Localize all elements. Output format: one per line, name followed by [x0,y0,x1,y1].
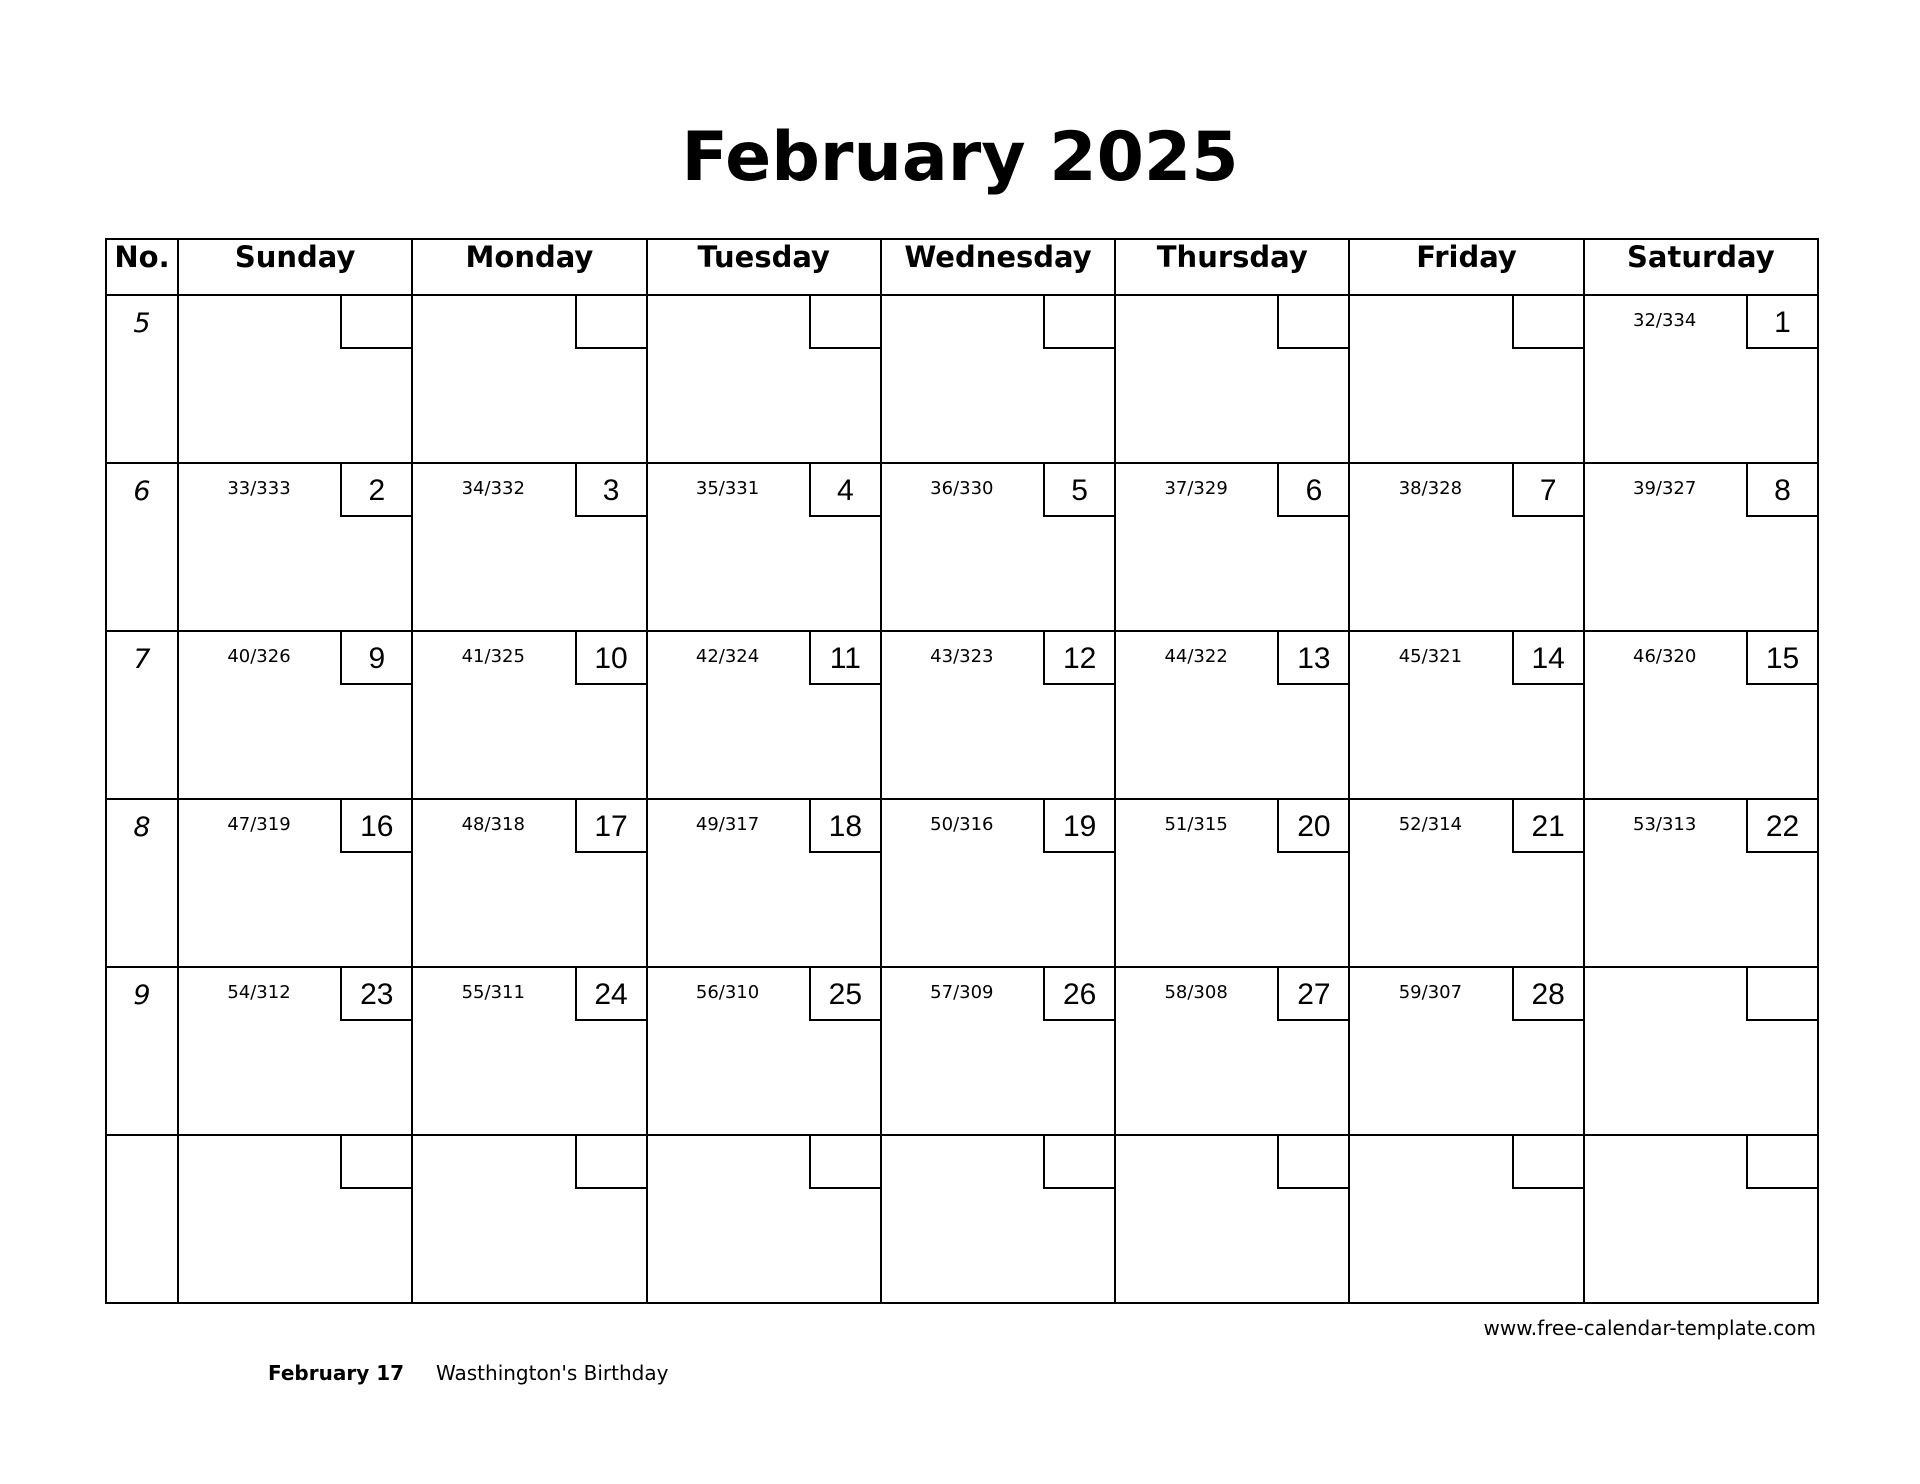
day-cell-friday[interactable] [1349,463,1583,631]
day-cell-wednesday[interactable] [881,799,1115,967]
day-of-year-label: 56/310 [695,982,760,1003]
day-header-tuesday: Tuesday [647,239,881,295]
week-row [106,1135,1818,1303]
day-number [1043,296,1114,349]
day-cell-friday[interactable] [1349,631,1583,799]
day-of-year-label: 55/311 [461,982,525,1003]
day-number: 7 [1512,464,1583,517]
day-of-year-label: 57/309 [930,982,994,1003]
week-number-cell [106,631,178,799]
day-of-year-label: 51/315 [1164,814,1228,835]
day-of-year-label: 35/331 [695,478,760,499]
day-cell-saturday[interactable] [1584,799,1818,967]
day-number [1746,968,1817,1021]
day-cell-wednesday[interactable] [881,463,1115,631]
day-number: 28 [1512,968,1583,1021]
day-cell-sunday[interactable] [178,463,412,631]
day-cell-monday[interactable] [412,1135,646,1303]
holiday-name: Wasthington's Birthday [436,1361,669,1385]
week-row [106,463,1818,631]
day-cell-thursday[interactable] [1115,631,1349,799]
day-header-saturday: Saturday [1584,239,1818,295]
day-number: 27 [1277,968,1348,1021]
day-of-year-label: 58/308 [1164,982,1228,1003]
day-number [1277,1136,1348,1189]
day-number: 20 [1277,800,1348,853]
week-number: 7 [133,644,151,675]
day-number: 21 [1512,800,1583,853]
day-number: 23 [340,968,411,1021]
day-number [340,1136,411,1189]
day-cell-sunday[interactable] [178,799,412,967]
day-number: 24 [575,968,646,1021]
day-cell-saturday[interactable] [1584,463,1818,631]
day-cell-friday[interactable] [1349,1135,1583,1303]
week-number-cell [106,295,178,463]
day-number: 11 [809,632,880,685]
day-header-sunday: Sunday [178,239,412,295]
day-number: 15 [1746,632,1817,685]
day-cell-thursday[interactable] [1115,799,1349,967]
calendar-table [105,238,1819,1304]
week-number-cell [106,799,178,967]
day-cell-monday[interactable] [412,463,646,631]
day-number [809,1136,880,1189]
day-cell-tuesday[interactable] [647,295,881,463]
day-number: 26 [1043,968,1114,1021]
week-number-cell [106,463,178,631]
day-cell-tuesday[interactable] [647,967,881,1135]
day-number [575,296,646,349]
day-number: 1 [1746,296,1817,349]
day-of-year-label: 38/328 [1398,478,1463,499]
week-number-cell [106,967,178,1135]
day-number: 19 [1043,800,1114,853]
day-of-year-label: 53/313 [1633,814,1697,835]
calendar-title: February 2025 [681,118,1239,197]
day-number: 6 [1277,464,1348,517]
day-of-year-label: 40/326 [227,646,291,667]
day-cell-thursday[interactable] [1115,1135,1349,1303]
day-of-year-label: 37/329 [1164,478,1228,499]
week-row [106,631,1818,799]
day-cell-thursday[interactable] [1115,295,1349,463]
day-number: 13 [1277,632,1348,685]
day-cell-wednesday[interactable] [881,1135,1115,1303]
website-url: www.free-calendar-template.com [1483,1316,1816,1340]
day-of-year-label: 34/332 [461,478,525,499]
day-number [575,1136,646,1189]
day-of-year-label: 32/334 [1633,310,1697,331]
day-of-year-label: 45/321 [1398,646,1463,667]
day-cell-sunday[interactable] [178,631,412,799]
week-number [107,1136,177,1148]
day-of-year-label: 50/316 [930,814,994,835]
week-number-header: No. [106,239,178,295]
day-of-year-label: 54/312 [227,982,291,1003]
day-cell-tuesday[interactable] [647,631,881,799]
day-of-year-label: 44/322 [1164,646,1228,667]
week-number: 9 [133,980,151,1011]
day-of-year-label: 41/325 [461,646,525,667]
day-of-year-label: 49/317 [695,814,760,835]
day-number: 16 [340,800,411,853]
day-of-year-label: 42/324 [695,646,760,667]
day-cell-tuesday[interactable] [647,799,881,967]
day-number: 12 [1043,632,1114,685]
day-number [1512,1136,1583,1189]
day-number [809,296,880,349]
day-of-year-label: 48/318 [461,814,525,835]
day-cell-thursday[interactable] [1115,463,1349,631]
week-row [106,967,1818,1135]
day-number: 17 [575,800,646,853]
day-number: 9 [340,632,411,685]
day-cell-sunday[interactable] [178,295,412,463]
day-cell-wednesday[interactable] [881,631,1115,799]
week-number: 8 [133,812,151,843]
day-number: 10 [575,632,646,685]
day-of-year-label: 43/323 [930,646,994,667]
day-cell-wednesday[interactable] [881,967,1115,1135]
day-of-year-label: 36/330 [930,478,994,499]
day-number [340,296,411,349]
day-number: 18 [809,800,880,853]
header-row [106,239,1818,295]
day-of-year-label: 33/333 [227,478,291,499]
day-cell-saturday[interactable] [1584,295,1818,463]
day-cell-saturday[interactable] [1584,967,1818,1135]
day-of-year-label: 52/314 [1398,814,1463,835]
day-number: 8 [1746,464,1817,517]
day-number: 4 [809,464,880,517]
week-number: 5 [133,308,151,339]
day-number: 5 [1043,464,1114,517]
day-cell-friday[interactable] [1349,295,1583,463]
day-header-wednesday: Wednesday [881,239,1115,295]
day-number [1746,1136,1817,1189]
week-number: 6 [133,476,151,507]
day-number: 3 [575,464,646,517]
day-of-year-label: 39/327 [1633,478,1697,499]
week-row [106,295,1818,463]
day-cell-monday[interactable] [412,799,646,967]
day-number: 25 [809,968,880,1021]
day-cell-monday[interactable] [412,631,646,799]
day-number: 14 [1512,632,1583,685]
day-header-thursday: Thursday [1115,239,1349,295]
day-cell-wednesday[interactable] [881,295,1115,463]
day-cell-friday[interactable] [1349,967,1583,1135]
day-of-year-label: 59/307 [1398,982,1463,1003]
day-cell-thursday[interactable] [1115,967,1349,1135]
day-of-year-label: 47/319 [227,814,291,835]
day-number [1277,296,1348,349]
day-cell-monday[interactable] [412,295,646,463]
day-of-year-label: 46/320 [1633,646,1697,667]
day-number [1043,1136,1114,1189]
holiday-date: February 17 [268,1361,405,1385]
day-cell-friday[interactable] [1349,799,1583,967]
day-cell-tuesday[interactable] [647,463,881,631]
calendar-grid [105,238,1819,1301]
day-header-friday: Friday [1349,239,1583,295]
day-number [1512,296,1583,349]
day-number: 22 [1746,800,1817,853]
day-number: 2 [340,464,411,517]
calendar-body [106,295,1818,1303]
day-cell-monday[interactable] [412,967,646,1135]
day-cell-saturday[interactable] [1584,631,1818,799]
day-cell-sunday[interactable] [178,1135,412,1303]
day-cell-tuesday[interactable] [647,1135,881,1303]
day-cell-sunday[interactable] [178,967,412,1135]
week-row [106,799,1818,967]
week-number-cell [106,1135,178,1303]
day-header-monday: Monday [412,239,646,295]
day-cell-saturday[interactable] [1584,1135,1818,1303]
